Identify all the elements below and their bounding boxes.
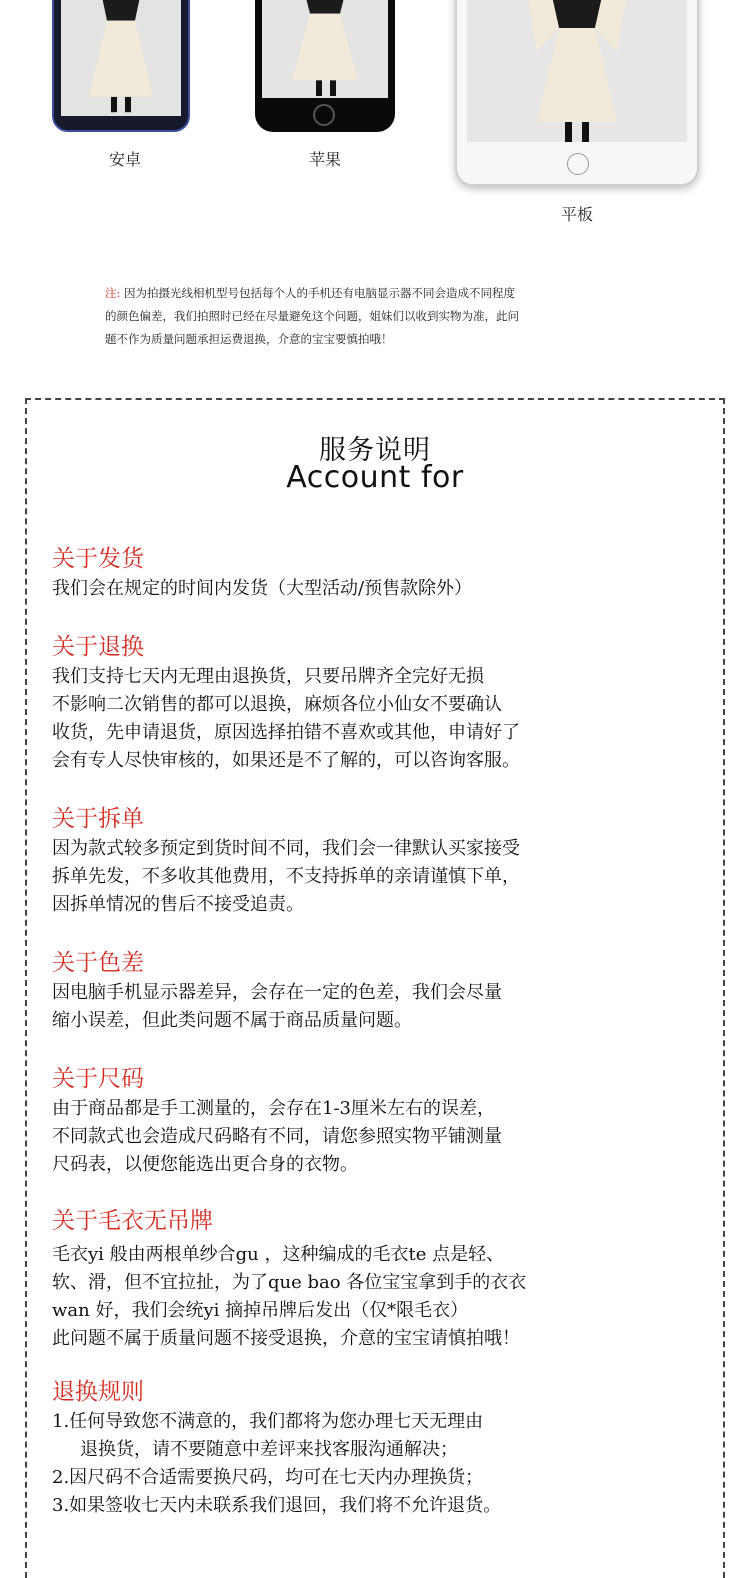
section-line: 收货，先申请退货，原因选择拍错不喜欢或其他，申请好了: [52, 722, 520, 743]
section-body-size: [52, 1095, 732, 1179]
section-body-color: [52, 979, 732, 1035]
section-line: wan 好，我们会统yi 摘掉吊牌后发出（仅*限毛衣）: [52, 1300, 469, 1321]
rule-item: 3.如果签收七天内未联系我们退回，我们将不允许退货。: [52, 1495, 502, 1516]
section-heading-size: 关于尺码: [52, 1066, 144, 1092]
iphone-mockup: [255, 0, 395, 132]
home-button-icon: [567, 153, 589, 175]
device-label-tablet: 平板: [560, 205, 593, 224]
dress-photo: [467, 0, 687, 142]
dress-photo: [262, 0, 388, 98]
section-heading-color: 关于色差: [52, 950, 144, 976]
section-heading-split-order: 关于拆单: [52, 806, 144, 832]
note-line: 因为拍摄光线相机型号包括每个人的手机还有电脑显示器不同会造成不同程度: [124, 286, 516, 300]
dress-photo: [61, 0, 181, 116]
color-difference-note: [105, 282, 635, 351]
section-line: 由于商品都是手工测量的，会存在1-3厘米左右的误差，: [52, 1098, 495, 1119]
section-line: 尺码表，以便您能选出更合身的衣物。: [52, 1154, 358, 1175]
rule-item: 2.因尺码不合适需要换尺码，均可在七天内办理换货；: [52, 1467, 484, 1488]
section-body-shipping: [52, 575, 732, 603]
device-label-android: 安卓: [108, 150, 141, 169]
section-line: 软、滑，但不宜拉扯，为了que bao 各位宝宝拿到手的衣衣: [52, 1272, 527, 1293]
section-line: 会有专人尽快审核的，如果还是不了解的，可以咨询客服。: [52, 750, 520, 771]
section-body-split-order: [52, 835, 732, 919]
section-line: 因电脑手机显示器差异，会存在一定的色差，我们会尽量: [52, 982, 502, 1003]
tablet-mockup: [455, 0, 699, 186]
section-line: 毛衣yi 般由两根单纱合gu ，这种编成的毛衣te 点是轻、: [52, 1244, 505, 1265]
android-phone-mockup: [52, 0, 190, 132]
panel-title: 服务说明: [319, 435, 431, 466]
section-line: 此问题不属于质量问题不接受退换，介意的宝宝请慎拍哦！: [52, 1328, 520, 1349]
section-line: 因拆单情况的售后不接受追责。: [52, 894, 304, 915]
note-line: 题不作为质量问题承担运费退换，介意的宝宝要慎拍哦！: [105, 332, 393, 346]
section-line: 我们会在规定的时间内发货（大型活动/预售款除外）: [52, 578, 473, 599]
section-body-returns: [52, 663, 732, 775]
tablet-screen: [467, 0, 687, 142]
section-heading-returns: 关于退换: [52, 634, 144, 660]
section-line: 缩小误差，但此类问题不属于商品质量问题。: [52, 1010, 412, 1031]
panel-subtitle: Account for: [286, 460, 464, 495]
section-line: 我们支持七天内无理由退换货，只要吊牌齐全完好无损: [52, 666, 484, 687]
device-label-iphone: 苹果: [308, 150, 341, 169]
section-heading-shipping: 关于发货: [52, 546, 144, 572]
rule-item-continued: 退换货，请不要随意中差评来找客服沟通解决；: [80, 1439, 458, 1460]
section-body-sweater: [52, 1241, 732, 1353]
section-body-return-rules: [52, 1408, 732, 1520]
rule-item: 1.任何导致您不满意的，我们都将为您办理七天无理由: [52, 1411, 484, 1432]
section-line: 不影响二次销售的都可以退换，麻烦各位小仙女不要确认: [52, 694, 502, 715]
section-line: 因为款式较多预定到货时间不同，我们会一律默认买家接受: [52, 838, 520, 859]
iphone-screen: [262, 0, 388, 98]
section-line: 不同款式也会造成尺码略有不同，请您参照实物平铺测量: [52, 1126, 502, 1147]
section-heading-return-rules: 退换规则: [52, 1379, 144, 1405]
section-line: 拆单先发，不多收其他费用，不支持拆单的亲请谨慎下单，: [52, 866, 520, 887]
note-line: 的颜色偏差，我们拍照时已经在尽量避免这个问题，姐妹们以收到实物为准，此问: [105, 309, 519, 323]
section-heading-sweater: 关于毛衣无吊牌: [52, 1208, 213, 1234]
note-prefix: 注:: [105, 286, 121, 300]
android-screen: [61, 0, 181, 116]
home-button-icon: [313, 104, 335, 126]
